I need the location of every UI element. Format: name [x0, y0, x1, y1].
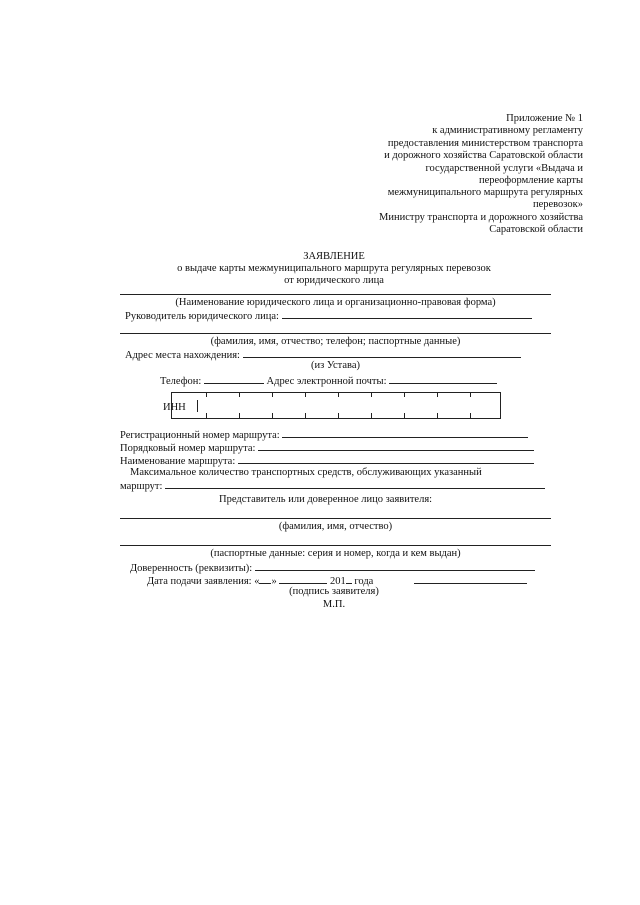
stamp-label: М.П.: [322, 599, 346, 610]
header-line-5: государственной услуги «Выдача и: [425, 163, 583, 174]
label-phone-row: Телефон: Адрес электронной почты:: [160, 374, 497, 388]
max-vehicles-field[interactable]: [165, 479, 545, 489]
header-line-9: Министру транспорта и дорожного хозяйства: [379, 212, 583, 223]
caption-passport: (паспортные данные: серия и номер, когда и кем выдан): [210, 548, 461, 559]
seq-number-field[interactable]: [258, 441, 534, 451]
header-line-2: к административному регламенту: [432, 125, 583, 136]
label-representative: Представитель или доверенное лицо заявителя:: [219, 494, 433, 505]
label-max-vehicles: Максимальное количество транспортных средств, обслуживающих указанный: [130, 467, 482, 478]
date-month-field[interactable]: [279, 574, 327, 584]
label-date: Дата подачи заявления: « » 201 года: [147, 576, 374, 587]
label-address: Адрес места нахождения:: [125, 348, 521, 362]
signature-line[interactable]: [414, 583, 527, 584]
header-line-8: перевозок»: [532, 199, 583, 210]
route-name-field[interactable]: [238, 454, 534, 464]
caption-legal-name: (Наименование юридического лица и организационно-правовая форма): [175, 297, 496, 308]
date-day-field[interactable]: [259, 574, 271, 584]
reg-number-field[interactable]: [282, 428, 528, 438]
label-max-vehicles-2: маршрут:: [120, 479, 545, 493]
header-line-6: переоформление карты: [478, 175, 583, 186]
document-title: ЗАЯВЛЕНИЕ: [303, 251, 365, 262]
email-field[interactable]: [389, 374, 497, 384]
header-line-10: Саратовской области: [489, 224, 583, 235]
header-line-4: и дорожного хозяйства Саратовской области: [384, 150, 583, 161]
header-line-7: межмуниципального маршрута регулярных: [387, 187, 583, 198]
power-of-attorney-field[interactable]: [255, 561, 535, 571]
label-head: Руководитель юридического лица:: [125, 309, 532, 323]
label-seq-number: Порядковый номер маршрута:: [120, 441, 534, 455]
document-subtitle-1: о выдаче карты межмуниципального маршрута регулярных перевозок: [177, 263, 491, 274]
phone-field[interactable]: [204, 374, 264, 384]
head-line-2[interactable]: [120, 333, 551, 334]
legal-name-line[interactable]: [120, 294, 551, 295]
head-field[interactable]: [282, 309, 532, 319]
caption-address: (из Устава): [310, 360, 361, 371]
document-subtitle-2: от юридического лица: [284, 275, 384, 286]
passport-line[interactable]: [120, 545, 551, 546]
caption-fio: (фамилия, имя, отчество): [278, 521, 393, 532]
representative-line[interactable]: [120, 518, 551, 519]
label-reg-number: Регистрационный номер маршрута:: [120, 428, 528, 442]
header-line-3: предоставления министерством транспорта: [387, 138, 583, 149]
address-field[interactable]: [243, 348, 521, 358]
label-email: Адрес электронной почты:: [266, 376, 387, 387]
label-power-of-attorney: Доверенность (реквизиты):: [130, 561, 535, 575]
label-inn: ИНН: [163, 402, 186, 413]
date-year-field[interactable]: [346, 574, 352, 584]
caption-head: (фамилия, имя, отчество; телефон; паспортные данные): [210, 336, 461, 347]
label-route-name: Наименование маршрута:: [120, 454, 534, 468]
header-line-1: Приложение № 1: [506, 113, 583, 124]
caption-signature: (подпись заявителя): [289, 586, 379, 597]
